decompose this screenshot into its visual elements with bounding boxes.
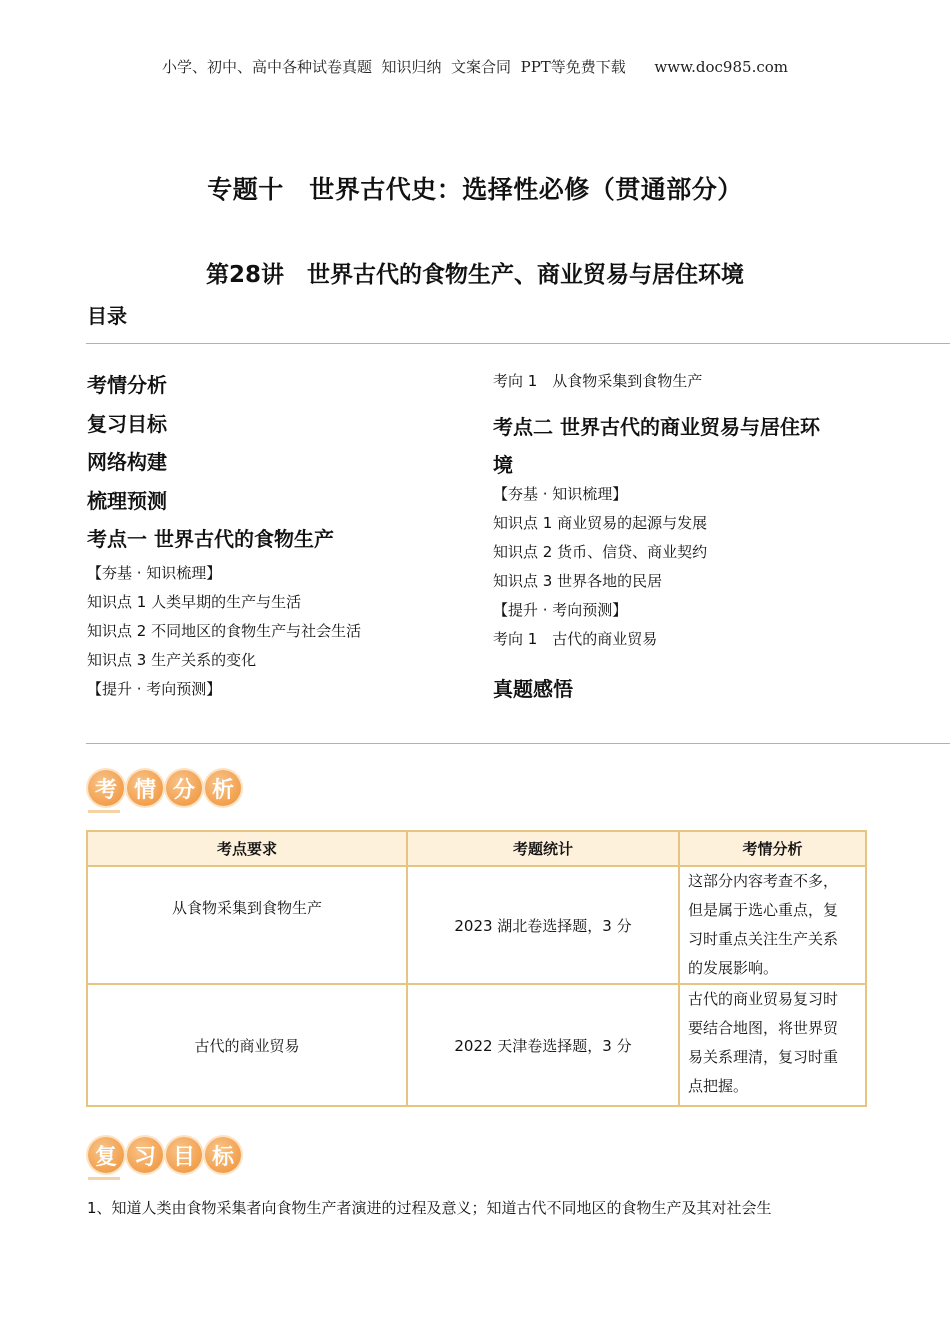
toc-item-direction-1[interactable]: 考向 1 从食物采集到食物生产: [493, 372, 703, 390]
toc-item-sort-predict[interactable]: 梳理预测: [87, 488, 167, 513]
toc-item-review-goals[interactable]: 复习目标: [87, 411, 167, 436]
exam-analysis-badge: [88, 770, 241, 813]
toc-item-improve-label[interactable]: 【提升 · 考向预测】: [87, 679, 222, 698]
analysis-line: 易关系理清，复习时重: [688, 1048, 839, 1066]
badge-underline: [88, 1177, 120, 1180]
cell-statistics: 2023 湖北卷选择题，3 分: [407, 866, 679, 984]
analysis-line: 这部分内容考查不多，: [688, 872, 839, 890]
analysis-line: 点把握。: [688, 1077, 749, 1095]
lecture-title: 第28讲 世界古代的食物生产、商业贸易与居住环境: [205, 262, 744, 288]
badge-char: 情: [127, 770, 163, 806]
toc-left-column: [87, 366, 361, 704]
site-header-note: 小学、初中、高中各种试卷真题 知识归纳 文案合同 PPT等免费下载 www.doc985.com: [161, 58, 788, 76]
toc-item-real-exam[interactable]: 真题感悟: [493, 677, 573, 701]
toc-item-improve-label-2[interactable]: 【提升 · 考向预测】: [493, 601, 628, 619]
badge-char: 考: [88, 770, 124, 806]
badge-char: 分: [166, 770, 202, 806]
toc-item-knowledge-r1[interactable]: 知识点 1 商业贸易的起源与发展: [493, 514, 708, 532]
badge-char: 复: [88, 1137, 124, 1173]
toc-item-knowledge-3[interactable]: 知识点 3 生产关系的变化: [87, 650, 257, 669]
table-header-row: [87, 831, 866, 866]
cell-statistics: 2022 天津卷选择题，3 分: [407, 984, 679, 1106]
cell-analysis: [679, 866, 866, 984]
review-goals-badge: [88, 1137, 241, 1180]
analysis-line: 古代的商业贸易复习时: [688, 990, 839, 1008]
toc-item-knowledge-2[interactable]: 知识点 2 不同地区的食物生产与社会生活: [87, 621, 362, 640]
analysis-line: 但是属于选心重点，复: [688, 901, 839, 919]
toc-item-knowledge-r2[interactable]: 知识点 2 货币、信贷、商业契约: [493, 543, 708, 561]
toc-item-point-two-cont[interactable]: 境: [493, 453, 513, 477]
badge-char: 析: [205, 770, 241, 806]
toc-item-point-one[interactable]: 考点一 世界古代的食物生产: [87, 527, 334, 551]
badge-char: 习: [127, 1137, 163, 1173]
analysis-line: 习时重点关注生产关系: [688, 930, 839, 948]
table-row: [87, 866, 866, 984]
toc-item-basics-label-2[interactable]: 【夯基 · 知识梳理】: [493, 485, 628, 503]
toc-item-network[interactable]: 网络构建: [87, 450, 167, 474]
toc-bottom-divider: [86, 743, 950, 744]
header-requirement: 考点要求: [87, 831, 407, 866]
header-statistics: 考题统计: [407, 831, 679, 866]
badge-char: 目: [166, 1137, 202, 1173]
toc-item-direction-r1[interactable]: 考向 1 古代的商业贸易: [493, 630, 658, 648]
toc-item-basics-label[interactable]: 【夯基 · 知识梳理】: [87, 563, 222, 582]
toc-item-exam-analysis[interactable]: 考情分析: [87, 373, 167, 397]
toc-right-column: [493, 367, 820, 708]
badge-char: 标: [205, 1137, 241, 1173]
topic-title: 专题十 世界古代史：选择性必修（贯通部分）: [207, 175, 743, 204]
table-row: [87, 984, 866, 1106]
review-goal-1: 1、知道人类由食物采集者向食物生产者演进的过程及意义；知道古代不同地区的食物生产及其对社会生: [87, 1199, 772, 1217]
toc-top-divider: [86, 343, 950, 344]
badge-underline: [88, 810, 120, 813]
cell-requirement: 古代的商业贸易: [87, 984, 407, 1106]
exam-analysis-table: [86, 830, 867, 1107]
analysis-line: 要结合地图，将世界贸: [688, 1019, 839, 1037]
toc-item-knowledge-1[interactable]: 知识点 1 人类早期的生产与生活: [87, 592, 302, 611]
analysis-line: 的发展影响。: [688, 959, 779, 977]
toc-heading: 目录: [87, 304, 127, 328]
toc-item-knowledge-r3[interactable]: 知识点 3 世界各地的民居: [493, 572, 663, 590]
cell-requirement: 从食物采集到食物生产: [87, 866, 407, 984]
cell-analysis: [679, 984, 866, 1106]
header-analysis: 考情分析: [679, 831, 866, 866]
toc-item-point-two[interactable]: 考点二 世界古代的商业贸易与居住环: [493, 415, 820, 439]
